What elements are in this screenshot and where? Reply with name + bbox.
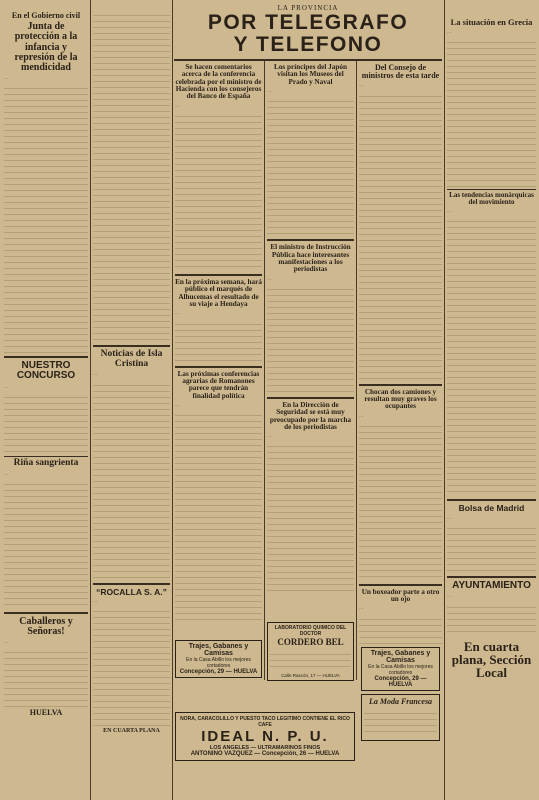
trajes-ad-box [175, 640, 262, 678]
ad-text-block [4, 647, 88, 707]
ad-address: Concepción, 29 — HUELVA [374, 675, 427, 688]
article-body: … [4, 383, 9, 389]
section-body: … [447, 514, 452, 520]
ad-headline: Caballeros y Señoras! [19, 615, 73, 637]
article-text-block [4, 392, 88, 454]
headline: Se hacen comentarios acerca de la conferencia celebrada por el ministro de Hacienda con los consejeros del Banco de España [175, 63, 262, 101]
column-rule [356, 60, 357, 680]
column-6 [447, 0, 536, 800]
kicker: En el Gobierno civil [11, 11, 81, 20]
ad-title: LABORATORIO QUIMICO DEL DOCTOR [274, 625, 347, 637]
trajes-ad-2 [361, 647, 440, 691]
headline: AYUNTAMIENTO [452, 580, 531, 592]
article-body: … [93, 371, 98, 377]
article-body: … [359, 605, 364, 611]
article-body: … [175, 102, 180, 108]
ad-headline: “ROCALLA S. A.” [96, 586, 167, 597]
headline: En la próxima semana, hará público el marqués de Alhucemas el resultado de su viaje a Hendaya [175, 277, 262, 308]
ad-text-block [364, 708, 437, 736]
article-body: … [267, 275, 272, 281]
article-body: … [175, 401, 180, 407]
headline: Del Consejo de ministros de esta tarde [361, 63, 440, 81]
article-text-block [359, 614, 442, 644]
article-body: … [4, 470, 9, 476]
ideal-ad-box [175, 712, 355, 761]
ad-body: En la Casa Abillo los mejores cortadores [368, 663, 433, 676]
ad-body: … [4, 639, 9, 645]
article-text-block [267, 284, 354, 394]
article-body: … [4, 75, 9, 81]
article-text-block [175, 410, 262, 622]
column-1 [4, 0, 88, 800]
column-rule [172, 0, 173, 800]
article-text-block [93, 10, 170, 342]
article-text-block [359, 91, 442, 381]
headline: En la Dirección de Seguridad se está muy preocupado por la marcha de los periodistas [269, 400, 352, 431]
trajes-ad [175, 640, 262, 678]
masthead-small: LA PROVINCIA [277, 4, 339, 12]
ad-top: NORA, CARACOLILLO Y PUESTO TACO LEGITIMO CONTIENE EL RICO CAFE [180, 716, 350, 728]
headline: Chocan dos camiones y resultan muy graves los ocupantes [364, 387, 437, 411]
article-text-block [267, 441, 354, 591]
headline: La situación en Grecia [450, 17, 533, 27]
headline: Junta de protección a la infancia y represión de la mendicidad [14, 21, 78, 73]
column-5 [359, 62, 442, 800]
article-body: … [447, 593, 452, 599]
masthead-line-2: Y TELEFONO [233, 33, 383, 56]
moda-ad [361, 694, 440, 741]
article-body: … [447, 28, 452, 34]
article-text-block [93, 606, 170, 726]
article-body: … [447, 208, 452, 214]
headline: Noticias de Isla Cristina [100, 349, 163, 369]
masthead [174, 4, 442, 64]
article-text-block [359, 421, 442, 581]
headline: Un boxeador parte a otro un ojo [361, 587, 440, 604]
lab-ad [267, 622, 354, 681]
column-4 [267, 62, 354, 622]
column-3 [175, 62, 262, 622]
ad-footer: HUELVA [29, 708, 63, 718]
headline: En cuarta plana, Sección Local [451, 638, 532, 681]
column-rule [264, 60, 265, 680]
article-body: … [359, 412, 364, 418]
ad-title: La Moda Francesa [368, 696, 433, 706]
ad-sub: LOS ANGELES — ULTRAMARINOS FINOS [209, 745, 321, 751]
ad-title: Trajes, Gabanes y Camisas [188, 643, 249, 657]
article-body: … [175, 310, 180, 316]
ad-footer: Calle Rascón, 17 — HUELVA [281, 673, 340, 678]
ad-address: ANTONINO VAZQUEZ — Concepción, 26 — HUELVA [190, 751, 340, 757]
column-rule [444, 0, 445, 800]
column-2 [93, 0, 170, 800]
masthead-line-1: POR TELEGRAFO [207, 11, 409, 34]
article-text-block [175, 319, 262, 363]
article-body: … [359, 82, 364, 88]
article-text-block [4, 479, 88, 609]
headline: Los príncipes del Japón visitan los Museos del Prado y Naval [274, 63, 347, 86]
headline: Las próximas conferencias agrarias de Romanones parece que tendrán finalidad política [177, 369, 260, 400]
article-body: … [267, 433, 272, 439]
article-text-block [175, 111, 262, 271]
ad-body: En la Casa Abillo los mejores cortadores [186, 657, 251, 669]
ad-text-block [270, 649, 351, 671]
ad-title: Trajes, Gabanes y Camisas [370, 649, 431, 664]
ideal-ad [175, 712, 355, 761]
ad-body: … [93, 598, 98, 604]
footer-note: EN CUARTA PLANA [103, 728, 160, 735]
headline: Riña sangrienta [13, 457, 79, 468]
article-text-block [4, 83, 88, 353]
headline: El ministro de Instrucción Pública hace interesantes manifestaciones a los periodistas [270, 243, 351, 274]
article-text-block [447, 602, 536, 636]
article-text-block [447, 216, 536, 496]
ad-name: IDEAL N. P. U. [201, 728, 329, 745]
lab-ad-box [267, 622, 354, 681]
ad-address: Concepción, 29 — HUELVA [179, 669, 258, 675]
ad-name: CORDERO BEL [277, 637, 344, 647]
article-body: … [267, 88, 272, 94]
headline: Las tendencias monárquicas del movimiento [449, 190, 534, 206]
column-rule [90, 0, 91, 800]
article-text-block [267, 96, 354, 236]
article-text-block [93, 380, 170, 580]
article-text-block [447, 523, 536, 573]
section-title: Bolsa de Madrid [458, 503, 525, 514]
headline: NUESTRO CONCURSO [16, 360, 76, 382]
article-text-block [447, 37, 536, 187]
